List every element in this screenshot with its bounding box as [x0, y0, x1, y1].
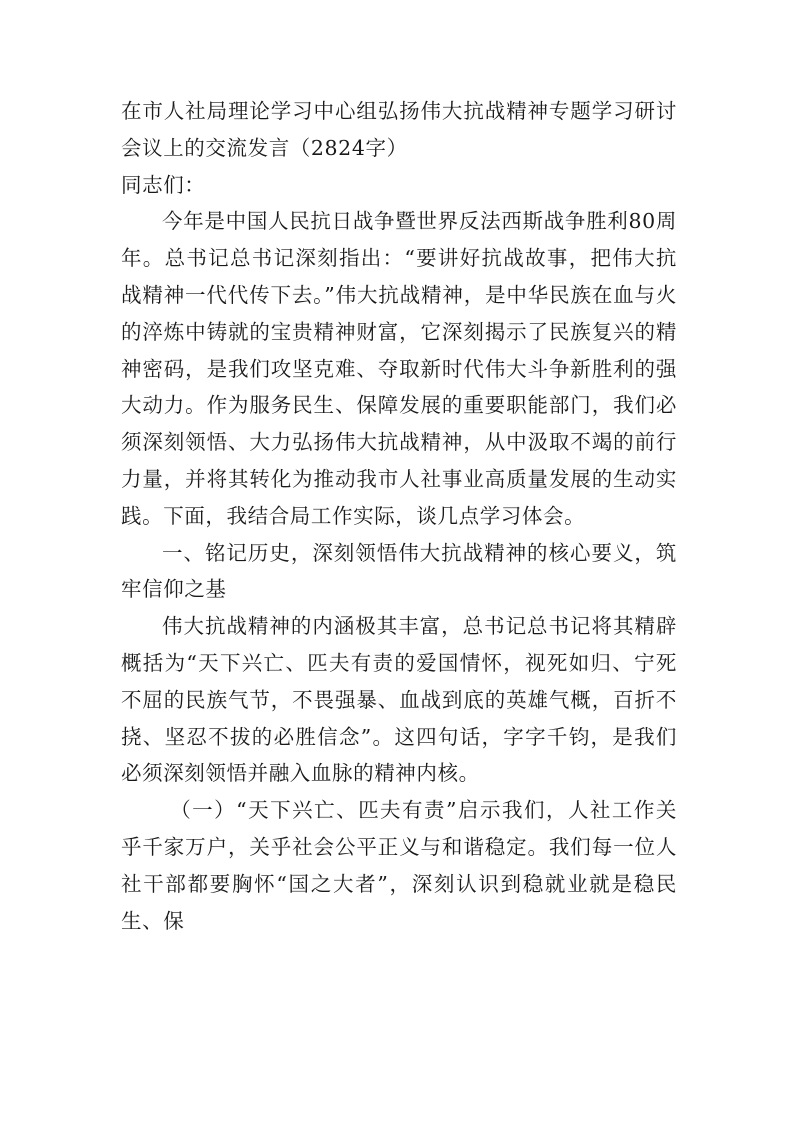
document-body	[121, 93, 677, 939]
paragraph-subpoint-1: （一）“天下兴亡、匹夫有责”启示我们，人社工作关乎千家万户，关乎社会公平正义与和谐稳定。我们每一位人社干部都要胸怀“国之大者”，深刻认识到稳就业就是稳民生、保	[121, 798, 677, 933]
section-heading-1: 一、铭记历史，深刻领悟伟大抗战精神的核心要义，筑牢信仰之基	[121, 540, 677, 602]
paragraph-intro: 今年是中国人民抗日战争暨世界反法西斯战争胜利80周年。总书记总书记深刻指出：“要讲好抗战故事，把伟大抗战精神一代代传下去。”伟大抗战精神，是中华民族在血与火的淬炼中铸就的宝贵精神财富，它深刻揭示了民族复兴的精神密码，是我们攻坚克难、夺取新时代伟大斗争新胜利的强大动力。作为服务民生、保障发展的重要职能部门，我们必须深刻领悟、大力弘扬伟大抗战精神，从中汲取不竭的前行力量，并将其转化为推动我市人社事业高质量发展的生动实践。下面，我结合局工作实际，谈几点学习体会。	[121, 209, 677, 528]
paragraph-spirit-definition: 伟大抗战精神的内涵极其丰富，总书记总书记将其精辟概括为“天下兴亡、匹夫有责的爱国情怀，视死如归、宁死不屈的民族气节，不畏强暴、血战到底的英雄气概，百折不挠、坚忍不拔的必胜信念”。这四句话，字字千钧，是我们必须深刻领悟并融入血脉的精神内核。	[121, 614, 677, 786]
salutation: 同志们：	[121, 172, 206, 197]
document-title: 在市人社局理论学习中心组弘扬伟大抗战精神专题学习研讨会议上的交流发言（2824字）	[121, 99, 677, 160]
